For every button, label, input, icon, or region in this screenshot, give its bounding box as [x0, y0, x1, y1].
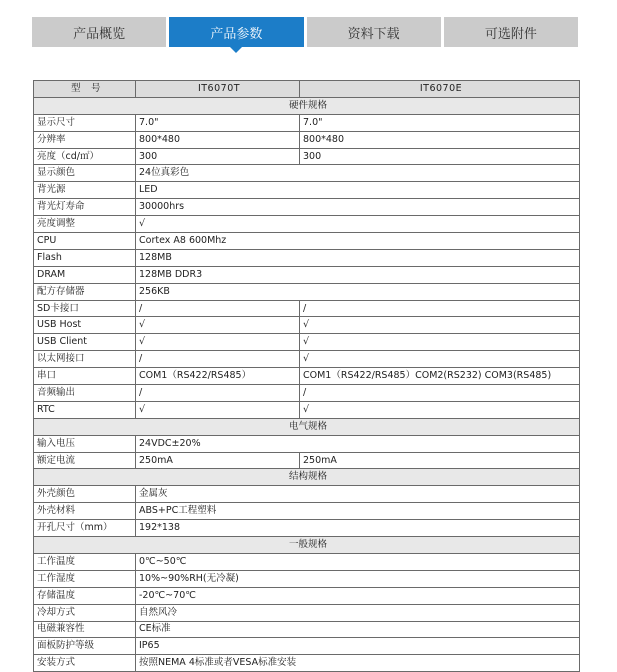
- tab-3[interactable]: 可选附件: [444, 17, 578, 47]
- spec-value: 0℃~50℃: [136, 553, 580, 570]
- spec-label: 电磁兼容性: [34, 621, 136, 638]
- spec-label: USB Host: [34, 317, 136, 334]
- table-row: [34, 266, 580, 283]
- table-row: [34, 520, 580, 537]
- spec-label: 输入电压: [34, 435, 136, 452]
- table-row: [34, 233, 580, 250]
- spec-label: RTC: [34, 401, 136, 418]
- table-row: [34, 655, 580, 672]
- spec-label: 冷却方式: [34, 604, 136, 621]
- spec-value: COM1（RS422/RS485）: [136, 368, 300, 385]
- spec-value: ABS+PC工程塑料: [136, 503, 580, 520]
- spec-label: 开孔尺寸（mm）: [34, 520, 136, 537]
- spec-value: √: [136, 401, 300, 418]
- table-row: [34, 570, 580, 587]
- spec-label: 串口: [34, 368, 136, 385]
- spec-value: 24VDC±20%: [136, 435, 580, 452]
- table-row: [34, 604, 580, 621]
- model-name: IT6070T: [136, 81, 300, 98]
- spec-label: 配方存储器: [34, 283, 136, 300]
- spec-label: 显示颜色: [34, 165, 136, 182]
- spec-value: 按照NEMA 4标准或者VESA标准安装: [136, 655, 580, 672]
- model-label: 型 号: [34, 81, 136, 98]
- spec-label: 音频输出: [34, 385, 136, 402]
- spec-label: 面板防护等级: [34, 638, 136, 655]
- spec-value: √: [136, 334, 300, 351]
- spec-label: 显示尺寸: [34, 114, 136, 131]
- spec-value: 256KB: [136, 283, 580, 300]
- spec-label: 背光源: [34, 182, 136, 199]
- table-row: [34, 114, 580, 131]
- spec-value: 128MB: [136, 249, 580, 266]
- spec-label: 安装方式: [34, 655, 136, 672]
- table-row: [34, 385, 580, 402]
- spec-value: √: [300, 351, 580, 368]
- table-row: [34, 401, 580, 418]
- spec-value: -20℃~70℃: [136, 587, 580, 604]
- spec-value: 自然风冷: [136, 604, 580, 621]
- spec-value: /: [300, 385, 580, 402]
- spec-value: /: [136, 351, 300, 368]
- spec-value: IP65: [136, 638, 580, 655]
- spec-value: 金属灰: [136, 486, 580, 503]
- tab-2[interactable]: 资料下载: [307, 17, 441, 47]
- section-title: 一般规格: [34, 537, 580, 554]
- table-row: [34, 249, 580, 266]
- table-header-row: [34, 81, 580, 98]
- table-row: [34, 334, 580, 351]
- spec-label: Flash: [34, 249, 136, 266]
- spec-value: 300: [136, 148, 300, 165]
- spec-value: /: [136, 300, 300, 317]
- table-row: [34, 148, 580, 165]
- spec-label: 工作温度: [34, 553, 136, 570]
- table-row: [34, 553, 580, 570]
- spec-value: 800*480: [136, 131, 300, 148]
- spec-value: 192*138: [136, 520, 580, 537]
- spec-value: COM1（RS422/RS485）COM2(RS232) COM3(RS485): [300, 368, 580, 385]
- table-row: [34, 165, 580, 182]
- spec-value: 250mA: [136, 452, 300, 469]
- table-row: [34, 317, 580, 334]
- spec-label: CPU: [34, 233, 136, 250]
- spec-label: 以太网接口: [34, 351, 136, 368]
- section-header-row: [34, 537, 580, 554]
- spec-label: 亮度调整: [34, 216, 136, 233]
- section-title: 电气规格: [34, 418, 580, 435]
- spec-value: √: [300, 401, 580, 418]
- spec-value: 10%~90%RH(无冷凝): [136, 570, 580, 587]
- model-name: IT6070E: [300, 81, 580, 98]
- spec-label: DRAM: [34, 266, 136, 283]
- spec-value: 24位真彩色: [136, 165, 580, 182]
- product-tabs: [32, 17, 578, 47]
- tab-1[interactable]: 产品参数: [169, 17, 303, 47]
- table-row: [34, 131, 580, 148]
- spec-value: 250mA: [300, 452, 580, 469]
- spec-value: /: [136, 385, 300, 402]
- spec-value: 30000hrs: [136, 199, 580, 216]
- table-row: [34, 621, 580, 638]
- table-row: [34, 486, 580, 503]
- table-row: [34, 199, 580, 216]
- section-header-row: [34, 418, 580, 435]
- spec-label: 外壳材料: [34, 503, 136, 520]
- spec-table: [33, 80, 580, 672]
- spec-value: √: [136, 216, 580, 233]
- spec-value: /: [300, 300, 580, 317]
- spec-label: 额定电流: [34, 452, 136, 469]
- spec-value: CE标准: [136, 621, 580, 638]
- spec-value: √: [136, 317, 300, 334]
- table-row: [34, 368, 580, 385]
- spec-label: 工作湿度: [34, 570, 136, 587]
- spec-value: √: [300, 317, 580, 334]
- spec-value: Cortex A8 600Mhz: [136, 233, 580, 250]
- spec-label: 分辨率: [34, 131, 136, 148]
- table-row: [34, 638, 580, 655]
- spec-label: 存储温度: [34, 587, 136, 604]
- spec-label: 外壳颜色: [34, 486, 136, 503]
- spec-label: SD卡接口: [34, 300, 136, 317]
- spec-value: 128MB DDR3: [136, 266, 580, 283]
- table-row: [34, 283, 580, 300]
- spec-value: √: [300, 334, 580, 351]
- spec-value: 300: [300, 148, 580, 165]
- table-row: [34, 435, 580, 452]
- table-row: [34, 452, 580, 469]
- section-header-row: [34, 97, 580, 114]
- table-row: [34, 503, 580, 520]
- table-row: [34, 300, 580, 317]
- table-row: [34, 587, 580, 604]
- spec-value: 7.0": [300, 114, 580, 131]
- spec-label: 背光灯寿命: [34, 199, 136, 216]
- section-title: 结构规格: [34, 469, 580, 486]
- section-title: 硬件规格: [34, 97, 580, 114]
- table-row: [34, 216, 580, 233]
- tab-0[interactable]: 产品概览: [32, 17, 166, 47]
- spec-value: 7.0": [136, 114, 300, 131]
- spec-label: USB Client: [34, 334, 136, 351]
- spec-value: 800*480: [300, 131, 580, 148]
- section-header-row: [34, 469, 580, 486]
- spec-value: LED: [136, 182, 580, 199]
- spec-label: 亮度（cd/㎡）: [34, 148, 136, 165]
- table-row: [34, 351, 580, 368]
- table-row: [34, 182, 580, 199]
